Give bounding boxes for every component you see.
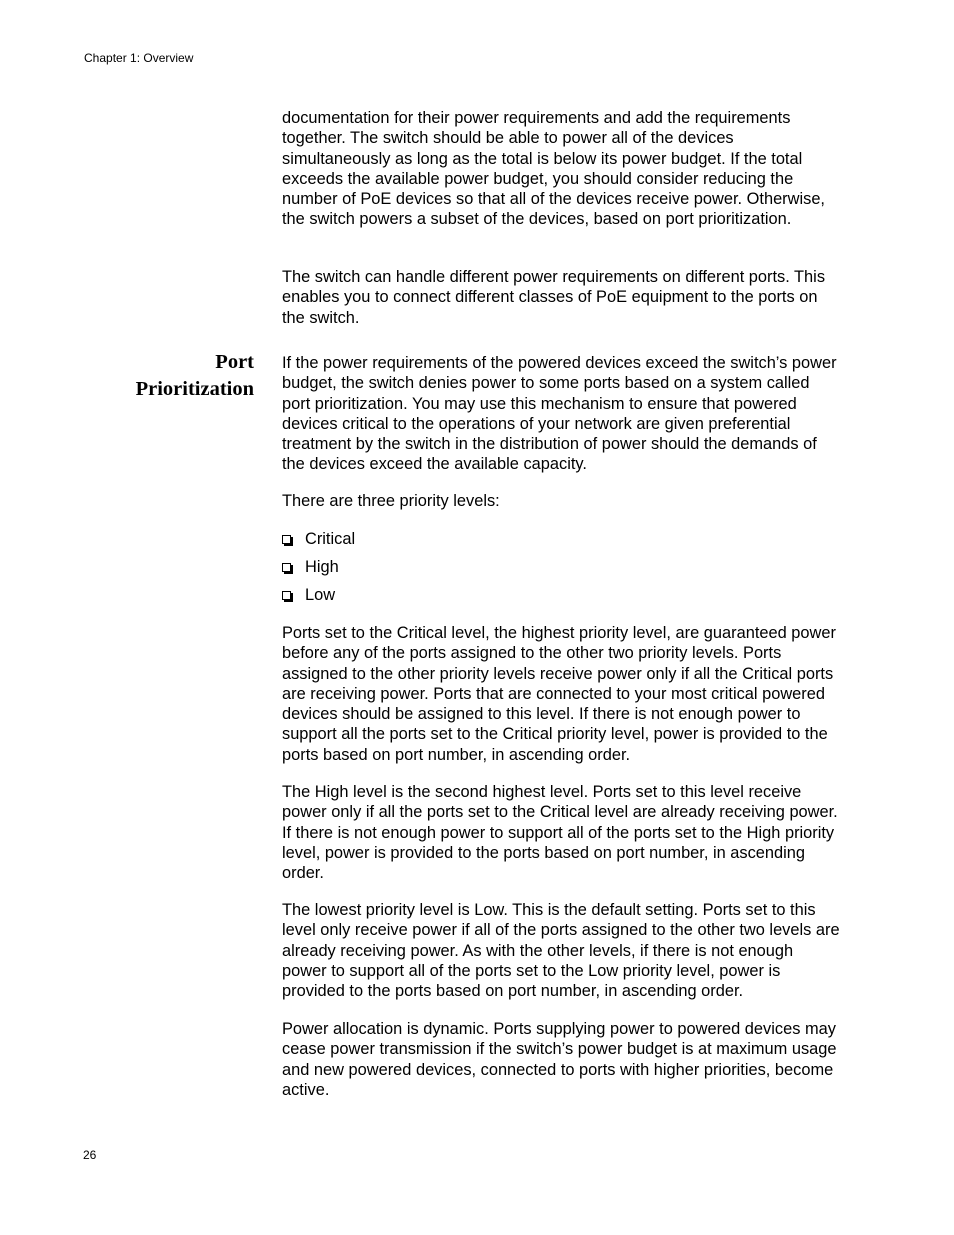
paragraph-dynamic-allocation [282, 1019, 842, 1100]
box-bullet-icon [282, 535, 291, 544]
page-number: 26 [83, 1148, 97, 1162]
paragraph-low-level [282, 900, 842, 1001]
section-heading [136, 349, 254, 403]
paragraph-critical-level [282, 623, 842, 765]
paragraph-text: If the power requirements of the powered devices exceed the switch’s power budget, the switch denies power to some ports based on a system called port prioritization. You may use this mechanism to ensure that powered devices critical to the operations of your network are given preferential treatment by the switch in the distribution of power should the demands of the devices exceed the available capacity. [282, 354, 837, 474]
list-item-label: High [305, 558, 339, 576]
paragraph-text: Ports set to the Critical level, the highest priority level, are guaranteed power before any of the ports assigned to the other two priority levels. Ports assigned to the other priority levels receive power only if all the Critical ports are receiving power. Ports that are connected to your most critical powered devices should be assigned to this level. If there is not enough power to support all the ports set to the Critical priority level, power is provided to the ports based on port number, in ascending order. [282, 624, 836, 764]
list-item [282, 585, 355, 613]
paragraph-text: The switch can handle different power requirements on different ports. This enables you to connect different classes of PoE equipment to the ports on the switch. [282, 268, 826, 327]
paragraph-text: The lowest priority level is Low. This is the default setting. Ports set to this level only receive power if all of the ports assigned to the other two levels are already receiving power. As with the other levels, if there is not enough power to support all of the ports set to the Low priority level, power is provided to the ports based on port number, in ascending order. [282, 901, 840, 1001]
section-heading-line-1: Port [215, 351, 254, 373]
list-item-label: Critical [305, 530, 356, 548]
paragraph-high-level [282, 782, 842, 883]
paragraph-priority-levels-intro [282, 491, 842, 511]
running-header: Chapter 1: Overview [84, 51, 194, 65]
paragraph-text: The High level is the second highest level. Ports set to this level receive power only if all the ports set to the Critical level are already receiving power. If there is not enough power to support all of the ports set to the High priority level, power is provided to the ports based on port number, in ascending order. [282, 783, 838, 883]
paragraph-text: Power allocation is dynamic. Ports supplying power to powered devices may cease power transmission if the switch’s power budget is at maximum usage and new powered devices, connected to ports with higher priorities, become active. [282, 1020, 837, 1099]
box-bullet-icon [282, 591, 291, 600]
paragraph-power-requirements [282, 108, 842, 230]
paragraph-text: documentation for their power requirements and add the requirements together. The switch should be able to power all of the devices simultaneously as long as the total is below its power budget. If the total exceeds the available power budget, you should consider reducing the number of PoE devices so that all of the devices receive power. Otherwise, the switch powers a subset of the devices, based on port prioritization. [282, 109, 825, 229]
paragraph-text: There are three priority levels: [282, 492, 500, 510]
list-item-label: Low [305, 586, 336, 604]
priority-level-list [282, 529, 355, 613]
list-item [282, 557, 355, 585]
paragraph-different-requirements [282, 267, 842, 328]
box-bullet-icon [282, 563, 291, 572]
paragraph-port-prioritization-intro [282, 353, 842, 475]
list-item [282, 529, 355, 557]
section-heading-line-2: Prioritization [135, 378, 254, 400]
